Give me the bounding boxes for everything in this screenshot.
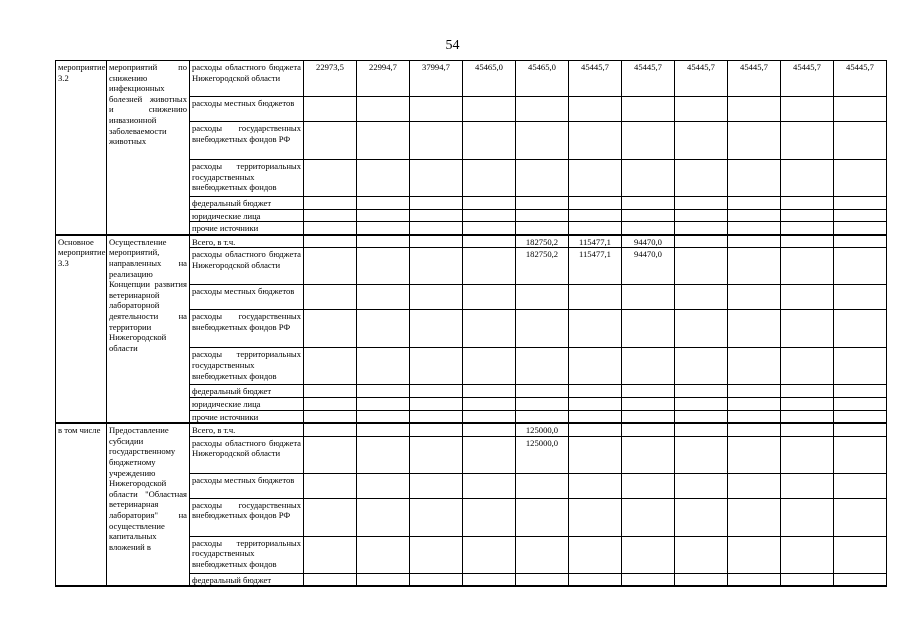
value-cell (728, 209, 781, 222)
value-cell (304, 385, 357, 398)
funding-source-cell: Всего, в т.ч. (190, 423, 304, 436)
value-cell (781, 97, 834, 122)
value-cell (834, 209, 887, 222)
value-cell (781, 410, 834, 423)
value-cell (728, 385, 781, 398)
value-cell (675, 209, 728, 222)
value-cell (357, 385, 410, 398)
value-cell (781, 197, 834, 210)
value-cell (463, 573, 516, 586)
value-cell (569, 160, 622, 197)
value-cell (516, 397, 569, 410)
value-cell (463, 197, 516, 210)
value-cell (675, 573, 728, 586)
value-cell (357, 209, 410, 222)
value-cell (516, 310, 569, 348)
value-cell (781, 385, 834, 398)
value-cell (410, 397, 463, 410)
value-cell (675, 473, 728, 498)
value-cell (728, 573, 781, 586)
value-cell (675, 248, 728, 285)
funding-source-cell: расходы государственных внебюджетных фондов РФ (190, 498, 304, 536)
value-cell (728, 423, 781, 436)
value-cell (622, 436, 675, 473)
value-cell (834, 285, 887, 310)
value-cell (781, 122, 834, 160)
value-cell (569, 410, 622, 423)
value-cell (463, 348, 516, 385)
value-cell (834, 160, 887, 197)
activity-name-cell: Предоставление субсидии государственному бюджетному учреждению Нижегородской области "Областная ветеринарная лаборатория" на осуществление капитальных вложений в (107, 423, 190, 586)
value-cell (728, 97, 781, 122)
funding-source-cell: федеральный бюджет (190, 385, 304, 398)
value-cell (834, 235, 887, 248)
value-cell (304, 285, 357, 310)
value-cell (834, 122, 887, 160)
funding-source-cell: расходы территориальных государственных внебюджетных фондов (190, 160, 304, 197)
value-cell (304, 473, 357, 498)
value-cell (569, 348, 622, 385)
value-cell (781, 573, 834, 586)
activity-name-cell: мероприятий по снижению инфекционных болезней животных и снижению инвазионной заболеваемости животных (107, 61, 190, 235)
value-cell: 94470,0 (622, 248, 675, 285)
value-cell (781, 536, 834, 573)
value-cell (834, 436, 887, 473)
value-cell (304, 410, 357, 423)
value-cell (675, 397, 728, 410)
value-cell (357, 348, 410, 385)
value-cell (410, 97, 463, 122)
value-cell (622, 498, 675, 536)
value-cell (569, 310, 622, 348)
value-cell (357, 536, 410, 573)
value-cell (357, 498, 410, 536)
value-cell (622, 197, 675, 210)
value-cell (569, 473, 622, 498)
value-cell: 45445,7 (781, 61, 834, 97)
value-cell (410, 160, 463, 197)
funding-source-cell: прочие источники (190, 410, 304, 423)
value-cell (728, 397, 781, 410)
value-cell: 45445,7 (675, 61, 728, 97)
value-cell (622, 310, 675, 348)
value-cell (357, 423, 410, 436)
value-cell (463, 122, 516, 160)
value-cell (728, 235, 781, 248)
value-cell (304, 348, 357, 385)
value-cell (516, 160, 569, 197)
value-cell (304, 222, 357, 235)
value-cell: 22973,5 (304, 61, 357, 97)
value-cell (834, 498, 887, 536)
value-cell (675, 310, 728, 348)
funding-source-cell: прочие источники (190, 222, 304, 235)
value-cell (357, 410, 410, 423)
value-cell (516, 473, 569, 498)
value-cell (304, 310, 357, 348)
value-cell (675, 197, 728, 210)
value-cell (622, 285, 675, 310)
value-cell (675, 285, 728, 310)
value-cell (622, 573, 675, 586)
value-cell: 125000,0 (516, 436, 569, 473)
value-cell (357, 285, 410, 310)
value-cell (304, 197, 357, 210)
value-cell (834, 97, 887, 122)
value-cell (781, 436, 834, 473)
value-cell (569, 423, 622, 436)
value-cell: 115477,1 (569, 235, 622, 248)
value-cell (304, 122, 357, 160)
value-cell (675, 423, 728, 436)
value-cell (463, 473, 516, 498)
value-cell (410, 423, 463, 436)
value-cell (622, 473, 675, 498)
value-cell: 182750,2 (516, 235, 569, 248)
value-cell (410, 536, 463, 573)
activity-name-cell: Осуществление мероприятий, направленных на реализацию Концепции развития ветеринарной лабораторной деятельности на территории Нижегородской области (107, 235, 190, 423)
activity-code-cell: в том числе (56, 423, 107, 586)
value-cell (516, 97, 569, 122)
value-cell: 45445,7 (622, 61, 675, 97)
value-cell (569, 209, 622, 222)
value-cell (781, 248, 834, 285)
value-cell (675, 222, 728, 235)
value-cell: 45465,0 (516, 61, 569, 97)
funding-source-cell: юридические лица (190, 397, 304, 410)
value-cell (304, 209, 357, 222)
value-cell (357, 248, 410, 285)
funding-source-cell: федеральный бюджет (190, 197, 304, 210)
value-cell (728, 410, 781, 423)
value-cell (675, 97, 728, 122)
value-cell (728, 160, 781, 197)
value-cell (781, 310, 834, 348)
value-cell (357, 436, 410, 473)
value-cell: 22994,7 (357, 61, 410, 97)
value-cell (410, 248, 463, 285)
value-cell (622, 160, 675, 197)
value-cell (781, 397, 834, 410)
value-cell (569, 536, 622, 573)
value-cell (622, 536, 675, 573)
value-cell (463, 160, 516, 197)
value-cell (463, 97, 516, 122)
value-cell (781, 222, 834, 235)
value-cell (410, 573, 463, 586)
value-cell (834, 397, 887, 410)
value-cell (781, 235, 834, 248)
value-cell (728, 122, 781, 160)
value-cell (781, 348, 834, 385)
funding-source-cell: расходы местных бюджетов (190, 97, 304, 122)
value-cell (357, 160, 410, 197)
value-cell (516, 348, 569, 385)
value-cell (728, 348, 781, 385)
value-cell (569, 197, 622, 210)
table-row (56, 61, 887, 97)
value-cell (569, 222, 622, 235)
value-cell (463, 423, 516, 436)
value-cell (410, 410, 463, 423)
value-cell (834, 248, 887, 285)
value-cell (569, 397, 622, 410)
value-cell (410, 209, 463, 222)
value-cell (463, 209, 516, 222)
value-cell (516, 122, 569, 160)
value-cell (675, 160, 728, 197)
value-cell (675, 536, 728, 573)
funding-source-cell: расходы территориальных государственных внебюджетных фондов (190, 348, 304, 385)
value-cell (304, 436, 357, 473)
value-cell (304, 160, 357, 197)
value-cell (675, 235, 728, 248)
value-cell (622, 222, 675, 235)
funding-source-cell: расходы государственных внебюджетных фондов РФ (190, 122, 304, 160)
value-cell (304, 573, 357, 586)
value-cell (728, 498, 781, 536)
value-cell (834, 348, 887, 385)
value-cell (463, 410, 516, 423)
value-cell (357, 122, 410, 160)
value-cell (622, 423, 675, 436)
value-cell (781, 423, 834, 436)
value-cell (675, 436, 728, 473)
funding-source-cell: расходы местных бюджетов (190, 473, 304, 498)
value-cell (781, 498, 834, 536)
value-cell (781, 209, 834, 222)
value-cell (516, 410, 569, 423)
value-cell (463, 285, 516, 310)
value-cell (569, 385, 622, 398)
funding-source-cell: расходы областного бюджета Нижегородской области (190, 436, 304, 473)
value-cell (410, 385, 463, 398)
funding-source-cell: расходы областного бюджета Нижегородской области (190, 248, 304, 285)
value-cell (569, 498, 622, 536)
value-cell: 182750,2 (516, 248, 569, 285)
value-cell (516, 536, 569, 573)
value-cell (463, 385, 516, 398)
value-cell (357, 573, 410, 586)
value-cell (834, 197, 887, 210)
value-cell (516, 385, 569, 398)
value-cell (622, 397, 675, 410)
value-cell (516, 573, 569, 586)
value-cell (410, 498, 463, 536)
value-cell (304, 97, 357, 122)
value-cell (728, 436, 781, 473)
value-cell: 94470,0 (622, 235, 675, 248)
value-cell (516, 498, 569, 536)
value-cell (516, 197, 569, 210)
value-cell (304, 397, 357, 410)
value-cell (834, 423, 887, 436)
budget-table (55, 60, 887, 587)
value-cell (834, 410, 887, 423)
table-row (56, 235, 887, 248)
value-cell: 45445,7 (569, 61, 622, 97)
value-cell (622, 410, 675, 423)
value-cell (834, 385, 887, 398)
value-cell (675, 122, 728, 160)
funding-source-cell: расходы государственных внебюджетных фондов РФ (190, 310, 304, 348)
value-cell (569, 122, 622, 160)
value-cell (463, 436, 516, 473)
value-cell (410, 222, 463, 235)
value-cell (357, 197, 410, 210)
value-cell (781, 285, 834, 310)
value-cell (463, 248, 516, 285)
value-cell (463, 498, 516, 536)
value-cell (622, 97, 675, 122)
value-cell (410, 436, 463, 473)
value-cell: 125000,0 (516, 423, 569, 436)
value-cell (675, 385, 728, 398)
value-cell (728, 222, 781, 235)
value-cell (569, 285, 622, 310)
value-cell (463, 222, 516, 235)
value-cell (516, 209, 569, 222)
value-cell (622, 209, 675, 222)
value-cell (622, 385, 675, 398)
value-cell (304, 248, 357, 285)
value-cell (728, 248, 781, 285)
value-cell (675, 410, 728, 423)
value-cell: 45445,7 (728, 61, 781, 97)
value-cell (357, 310, 410, 348)
funding-source-cell: расходы территориальных государственных внебюджетных фондов (190, 536, 304, 573)
value-cell (304, 498, 357, 536)
activity-code-cell: Основное мероприятие 3.3 (56, 235, 107, 423)
value-cell (569, 436, 622, 473)
value-cell: 37994,7 (410, 61, 463, 97)
value-cell (781, 160, 834, 197)
value-cell (357, 222, 410, 235)
value-cell (410, 122, 463, 160)
value-cell (410, 473, 463, 498)
value-cell: 115477,1 (569, 248, 622, 285)
value-cell (834, 536, 887, 573)
value-cell (463, 536, 516, 573)
value-cell (357, 235, 410, 248)
value-cell (463, 235, 516, 248)
funding-source-cell: юридические лица (190, 209, 304, 222)
activity-code-cell: мероприятие 3.2 (56, 61, 107, 235)
value-cell (304, 536, 357, 573)
value-cell (834, 573, 887, 586)
value-cell (357, 397, 410, 410)
value-cell: 45465,0 (463, 61, 516, 97)
value-cell (728, 473, 781, 498)
value-cell (675, 498, 728, 536)
value-cell (834, 310, 887, 348)
funding-source-cell: расходы местных бюджетов (190, 285, 304, 310)
value-cell (463, 397, 516, 410)
value-cell (569, 573, 622, 586)
value-cell (728, 285, 781, 310)
value-cell (622, 122, 675, 160)
funding-source-cell: расходы областного бюджета Нижегородской области (190, 61, 304, 97)
value-cell (410, 197, 463, 210)
page-number: 54 (445, 38, 460, 53)
value-cell (357, 97, 410, 122)
value-cell (304, 235, 357, 248)
value-cell (622, 348, 675, 385)
value-cell: 45445,7 (834, 61, 887, 97)
value-cell (728, 197, 781, 210)
value-cell (781, 473, 834, 498)
value-cell (675, 348, 728, 385)
table-row (56, 423, 887, 436)
value-cell (463, 310, 516, 348)
value-cell (516, 285, 569, 310)
value-cell (410, 348, 463, 385)
value-cell (357, 473, 410, 498)
value-cell (834, 473, 887, 498)
funding-source-cell: федеральный бюджет (190, 573, 304, 586)
value-cell (410, 310, 463, 348)
value-cell (834, 222, 887, 235)
value-cell (410, 235, 463, 248)
value-cell (304, 423, 357, 436)
value-cell (728, 310, 781, 348)
value-cell (569, 97, 622, 122)
funding-source-cell: Всего, в т.ч. (190, 235, 304, 248)
value-cell (516, 222, 569, 235)
value-cell (410, 285, 463, 310)
value-cell (728, 536, 781, 573)
